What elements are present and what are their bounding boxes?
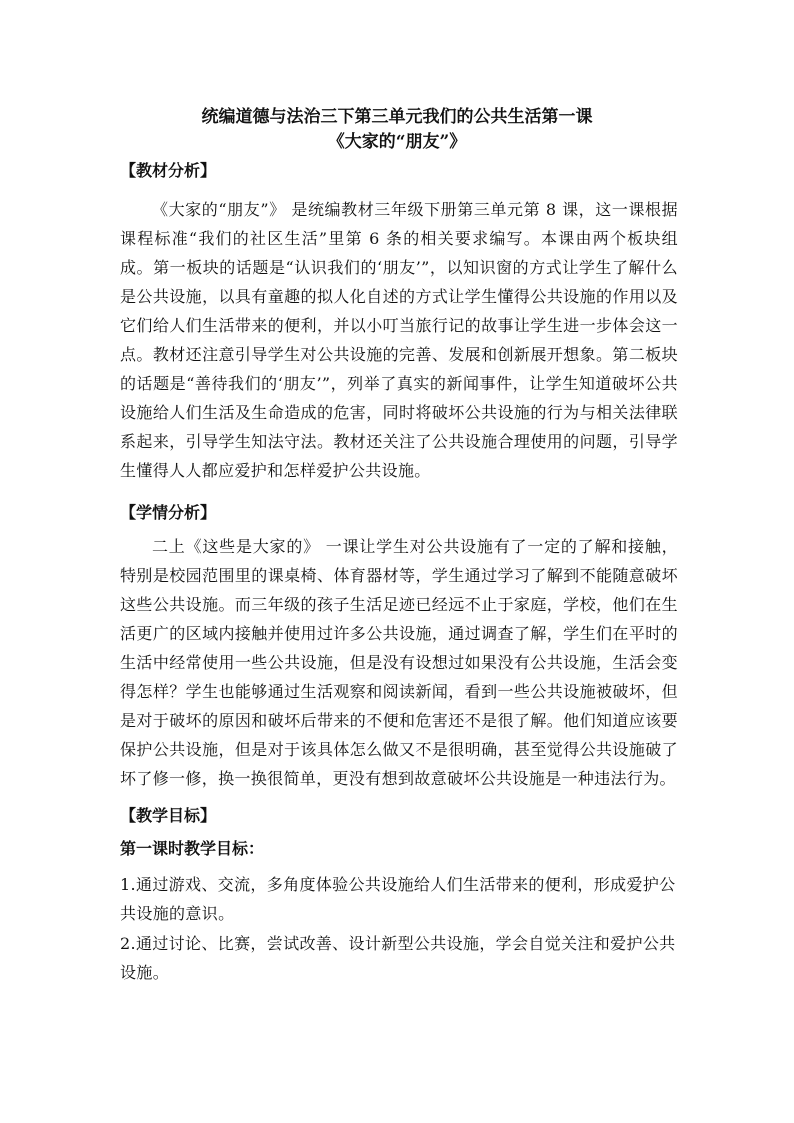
heading-textbook-analysis: 【教材分析】 [120, 161, 217, 180]
lesson-title: 《大家的“朋友”》 [327, 132, 467, 152]
heading-teaching-goals: 【教学目标】 [120, 806, 217, 825]
paragraph-student-analysis: 二上《这些是大家的》 一课让学生对公共设施有了一定的了解和接触，特别是校园范围里的课桌椅、体育器材等，学生通过学习了解到不能随意破坏这些公共设施。而三年级的孩子生活足迹已经远不止于家庭，学校，他们在生活更广的区域内接触并使用过许多公共设施，通过调查了解，学生们在平时的生活中经常使用一些公共设施，但是没有设想过如果没有公共设施，生活会变得怎样？学生也能够通过生活观察和阅读新闻，看到一些公共设施被破坏，但是对于破坏的原因和破坏后带来的不便和危害还不是很了解。他们知道应该要保护公共设施，但是对于该具体怎么做又不是很明确，甚至觉得公共设施破了坏了修一修，换一换很简单，更没有想到故意破坏公共设施是一种违法行为。 [120, 537, 678, 788]
subheading-first-lesson-goals: 第一课时教学目标： [120, 839, 265, 858]
paragraph-textbook-analysis: 《大家的“朋友”》 是统编教材三年级下册第三单元第 8 课，这一课根据课程标准“我们的社区生活”里第 6 条的相关要求编写。本课由两个板块组成。第一板块的话题是“认识我们的‘朋友’”，以知识窗的方式让学生了解什么是公共设施，以具有童趣的拟人化自述的方式让学生懂得公共设施的作用以及它们给人们生活带来的便利，并以小叮当旅行记的故事让学生进一步体会这一点。教材还注意引导学生对公共设施的完善、发展和创新展开想象。第二板块的话题是“善待我们的‘朋友’”，列举了真实的新闻事件，让学生知道破坏公共设施给人们生活及生命造成的危害，同时将破坏公共设施的行为与相关法律联系起来，引导学生知法守法。教材还关注了公共设施合理使用的问题，引导学生懂得人人都应爱护和怎样爱护公共设施。 [120, 200, 678, 480]
document-title: 统编道德与法治三下第三单元我们的公共生活第一课 [201, 107, 593, 127]
goal-item-2: 2.通过讨论、比赛，尝试改善、设计新型公共设施，学会自觉关注和爱护公共设施。 [120, 934, 676, 982]
goal-item-1: 1.通过游戏、交流，多角度体验公共设施给人们生活带来的便利，形成爱护公共设施的意识。 [120, 875, 676, 923]
heading-student-analysis: 【学情分析】 [120, 503, 217, 522]
